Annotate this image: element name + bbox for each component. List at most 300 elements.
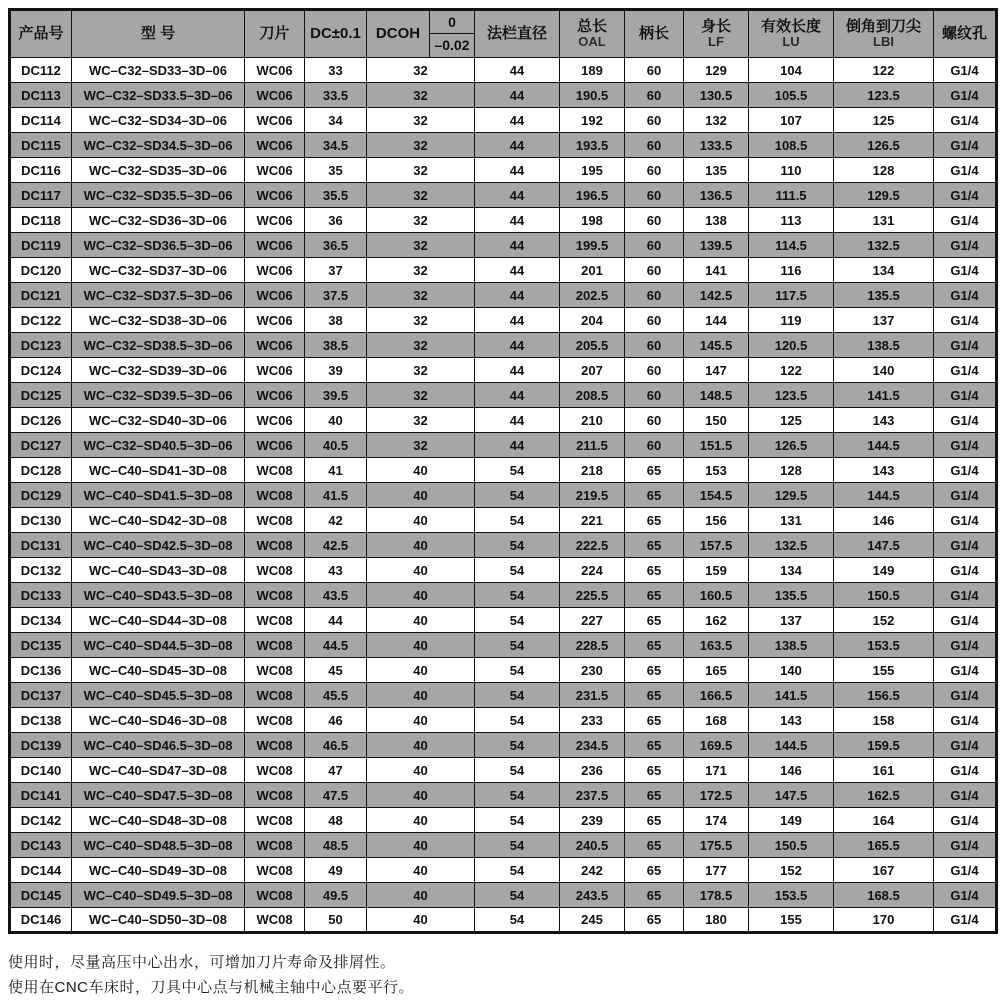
table-row [10,833,997,858]
lu-cell: 117.5 [749,283,834,308]
product-cell: DC141 [10,783,72,808]
dc-cell: 45.5 [305,683,367,708]
dcoh-cell: 40 [367,908,475,933]
dcoh-cell: 40 [367,558,475,583]
lu-cell: 131 [749,508,834,533]
usage-notes [8,950,995,1000]
shank-cell: 60 [625,308,684,333]
dcoh-cell: 40 [367,783,475,808]
oal-cell: 221 [560,508,625,533]
thread-cell: G1/4 [934,433,997,458]
note-line-1: 使用时，尽量高压中心出水，可增加刀片寿命及排屑性。 [8,954,396,971]
lu-cell: 135.5 [749,583,834,608]
model-cell: WC–C40–SD41–3D–08 [72,458,245,483]
product-cell: DC115 [10,133,72,158]
oal-cell: 245 [560,908,625,933]
dcoh-cell: 40 [367,633,475,658]
table-row [10,608,997,633]
product-cell: DC122 [10,308,72,333]
thread-cell: G1/4 [934,158,997,183]
product-cell: DC117 [10,183,72,208]
lf-cell: 180 [684,908,749,933]
table-row [10,683,997,708]
header-thread-hole: 螺纹孔 [934,10,997,58]
lf-cell: 166.5 [684,683,749,708]
thread-cell: G1/4 [934,583,997,608]
shank-cell: 65 [625,633,684,658]
lu-cell: 128 [749,458,834,483]
model-cell: WC–C40–SD43.5–3D–08 [72,583,245,608]
flange-cell: 44 [475,283,560,308]
insert-cell: WC06 [245,183,305,208]
lf-cell: 160.5 [684,583,749,608]
oal-cell: 189 [560,58,625,83]
oal-cell: 237.5 [560,783,625,808]
table-row [10,708,997,733]
lu-cell: 152 [749,858,834,883]
dc-cell: 40.5 [305,433,367,458]
lbi-cell: 126.5 [834,133,934,158]
flange-cell: 44 [475,83,560,108]
header-product-number: 产品号 [10,10,72,58]
thread-cell: G1/4 [934,333,997,358]
table-row [10,908,997,933]
oal-cell: 195 [560,158,625,183]
lf-cell: 147 [684,358,749,383]
header-flange-diameter: 法栏直径 [475,10,560,58]
lf-cell: 165 [684,658,749,683]
product-cell: DC144 [10,858,72,883]
product-cell: DC126 [10,408,72,433]
product-cell: DC146 [10,908,72,933]
shank-cell: 60 [625,58,684,83]
product-cell: DC139 [10,733,72,758]
shank-cell: 65 [625,708,684,733]
dc-cell: 44.5 [305,633,367,658]
lu-cell: 147.5 [749,783,834,808]
lf-cell: 159 [684,558,749,583]
oal-cell: 233 [560,708,625,733]
product-cell: DC136 [10,658,72,683]
oal-cell: 207 [560,358,625,383]
shank-cell: 65 [625,833,684,858]
insert-cell: WC08 [245,783,305,808]
dcoh-cell: 40 [367,608,475,633]
oal-cell: 211.5 [560,433,625,458]
oal-cell: 228.5 [560,633,625,658]
dcoh-cell: 40 [367,658,475,683]
model-cell: WC–C32–SD39.5–3D–06 [72,383,245,408]
lu-cell: 105.5 [749,83,834,108]
dc-cell: 41 [305,458,367,483]
lbi-cell: 167 [834,858,934,883]
insert-cell: WC08 [245,458,305,483]
product-cell: DC116 [10,158,72,183]
thread-cell: G1/4 [934,608,997,633]
lbi-cell: 125 [834,108,934,133]
shank-cell: 60 [625,83,684,108]
lf-cell: 172.5 [684,783,749,808]
flange-cell: 54 [475,708,560,733]
model-cell: WC–C32–SD37–3D–06 [72,258,245,283]
dc-cell: 45 [305,658,367,683]
shank-cell: 60 [625,408,684,433]
dc-cell: 49 [305,858,367,883]
shank-cell: 60 [625,383,684,408]
dcoh-cell: 40 [367,733,475,758]
insert-cell: WC08 [245,708,305,733]
model-cell: WC–C40–SD49.5–3D–08 [72,883,245,908]
table-row [10,883,997,908]
lbi-cell: 156.5 [834,683,934,708]
product-cell: DC129 [10,483,72,508]
dcoh-cell: 40 [367,858,475,883]
dc-cell: 36.5 [305,233,367,258]
product-cell: DC134 [10,608,72,633]
dcoh-cell: 40 [367,708,475,733]
dcoh-cell: 32 [367,133,475,158]
dcoh-cell: 40 [367,883,475,908]
model-cell: WC–C40–SD43–3D–08 [72,558,245,583]
table-row [10,533,997,558]
header-chamfer-to-tip-cn: 倒角到刀尖 [845,17,921,35]
model-cell: WC–C32–SD35–3D–06 [72,158,245,183]
thread-cell: G1/4 [934,183,997,208]
dc-cell: 38 [305,308,367,333]
lu-cell: 129.5 [749,483,834,508]
note-line-2: 使用在CNC车床时，刀具中心点与机械主轴中心点要平行。 [8,979,415,996]
flange-cell: 54 [475,908,560,933]
table-row [10,83,997,108]
lf-cell: 171 [684,758,749,783]
dc-cell: 46.5 [305,733,367,758]
lf-cell: 132 [684,108,749,133]
insert-cell: WC08 [245,583,305,608]
lu-cell: 132.5 [749,533,834,558]
lu-cell: 144.5 [749,733,834,758]
insert-cell: WC06 [245,133,305,158]
header-dc-tolerance: DC±0.1 [305,10,367,58]
table-row [10,158,997,183]
lf-cell: 136.5 [684,183,749,208]
insert-cell: WC08 [245,883,305,908]
thread-cell: G1/4 [934,283,997,308]
table-row [10,808,997,833]
dcoh-cell: 32 [367,333,475,358]
dc-cell: 48.5 [305,833,367,858]
dc-cell: 34.5 [305,133,367,158]
flange-cell: 54 [475,533,560,558]
oal-cell: 236 [560,758,625,783]
model-cell: WC–C32–SD38–3D–06 [72,308,245,333]
lf-cell: 130.5 [684,83,749,108]
lbi-cell: 129.5 [834,183,934,208]
product-cell: DC120 [10,258,72,283]
lbi-cell: 144.5 [834,483,934,508]
insert-cell: WC08 [245,733,305,758]
dc-cell: 39.5 [305,383,367,408]
table-row [10,658,997,683]
dc-cell: 35 [305,158,367,183]
insert-cell: WC06 [245,108,305,133]
model-cell: WC–C40–SD46.5–3D–08 [72,733,245,758]
thread-cell: G1/4 [934,58,997,83]
lf-cell: 175.5 [684,833,749,858]
table-row [10,758,997,783]
shank-cell: 60 [625,333,684,358]
flange-cell: 54 [475,583,560,608]
lu-cell: 143 [749,708,834,733]
shank-cell: 65 [625,458,684,483]
product-cell: DC135 [10,633,72,658]
lbi-cell: 155 [834,658,934,683]
lu-cell: 141.5 [749,683,834,708]
flange-cell: 44 [475,58,560,83]
flange-cell: 54 [475,858,560,883]
dcoh-cell: 32 [367,158,475,183]
thread-cell: G1/4 [934,758,997,783]
oal-cell: 204 [560,308,625,333]
dcoh-cell: 32 [367,108,475,133]
lf-cell: 168 [684,708,749,733]
model-cell: WC–C40–SD47.5–3D–08 [72,783,245,808]
shank-cell: 65 [625,608,684,633]
lf-cell: 162 [684,608,749,633]
insert-cell: WC08 [245,808,305,833]
lf-cell: 150 [684,408,749,433]
model-cell: WC–C40–SD50–3D–08 [72,908,245,933]
shank-cell: 65 [625,558,684,583]
header-model: 型 号 [72,10,245,58]
flange-cell: 44 [475,183,560,208]
product-cell: DC112 [10,58,72,83]
flange-cell: 44 [475,133,560,158]
dcoh-cell: 32 [367,283,475,308]
dc-cell: 43 [305,558,367,583]
shank-cell: 65 [625,733,684,758]
dcoh-cell: 40 [367,508,475,533]
header-effective-length-cn: 有效长度 [760,17,821,35]
thread-cell: G1/4 [934,233,997,258]
flange-cell: 54 [475,883,560,908]
flange-cell: 44 [475,108,560,133]
product-cell: DC143 [10,833,72,858]
oal-cell: 208.5 [560,383,625,408]
shank-cell: 60 [625,208,684,233]
table-row [10,233,997,258]
dc-cell: 49.5 [305,883,367,908]
lbi-cell: 135.5 [834,283,934,308]
lu-cell: 104 [749,58,834,83]
header-body-length-cn: 身长 [700,17,731,35]
insert-cell: WC08 [245,558,305,583]
model-cell: WC–C32–SD34–3D–06 [72,108,245,133]
table-row [10,308,997,333]
shank-cell: 65 [625,533,684,558]
insert-cell: WC06 [245,158,305,183]
insert-cell: WC08 [245,858,305,883]
flange-cell: 54 [475,608,560,633]
dcoh-cell: 32 [367,83,475,108]
lu-cell: 146 [749,758,834,783]
table-header [10,10,997,58]
model-cell: WC–C32–SD33–3D–06 [72,58,245,83]
thread-cell: G1/4 [934,883,997,908]
thread-cell: G1/4 [934,733,997,758]
shank-cell: 65 [625,808,684,833]
lu-cell: 111.5 [749,183,834,208]
insert-cell: WC06 [245,433,305,458]
table-row [10,858,997,883]
dcoh-cell: 40 [367,833,475,858]
lbi-cell: 165.5 [834,833,934,858]
header-shank-length: 柄长 [625,10,684,58]
table-body [10,58,997,933]
oal-cell: 190.5 [560,83,625,108]
insert-cell: WC08 [245,908,305,933]
lbi-cell: 153.5 [834,633,934,658]
dc-cell: 42 [305,508,367,533]
oal-cell: 239 [560,808,625,833]
table-row [10,408,997,433]
lu-cell: 155 [749,908,834,933]
thread-cell: G1/4 [934,533,997,558]
lu-cell: 108.5 [749,133,834,158]
dc-cell: 35.5 [305,183,367,208]
lbi-cell: 143 [834,458,934,483]
table-row [10,583,997,608]
oal-cell: 222.5 [560,533,625,558]
dcoh-cell: 40 [367,483,475,508]
flange-cell: 54 [475,808,560,833]
thread-cell: G1/4 [934,658,997,683]
flange-cell: 44 [475,383,560,408]
lbi-cell: 149 [834,558,934,583]
dcoh-cell: 40 [367,583,475,608]
insert-cell: WC06 [245,308,305,333]
lf-cell: 142.5 [684,283,749,308]
insert-cell: WC08 [245,483,305,508]
dcoh-cell: 32 [367,183,475,208]
table-row [10,58,997,83]
table-row [10,558,997,583]
lbi-cell: 140 [834,358,934,383]
lf-cell: 139.5 [684,233,749,258]
flange-cell: 54 [475,558,560,583]
insert-cell: WC08 [245,633,305,658]
insert-cell: WC08 [245,683,305,708]
lbi-cell: 143 [834,408,934,433]
lf-cell: 156 [684,508,749,533]
model-cell: WC–C32–SD40.5–3D–06 [72,433,245,458]
dcoh-cell: 40 [367,683,475,708]
dc-cell: 47 [305,758,367,783]
flange-cell: 44 [475,258,560,283]
insert-cell: WC06 [245,358,305,383]
thread-cell: G1/4 [934,808,997,833]
shank-cell: 60 [625,233,684,258]
shank-cell: 60 [625,108,684,133]
flange-cell: 54 [475,683,560,708]
thread-cell: G1/4 [934,383,997,408]
lf-cell: 177 [684,858,749,883]
shank-cell: 65 [625,858,684,883]
model-cell: WC–C40–SD45.5–3D–08 [72,683,245,708]
lbi-cell: 122 [834,58,934,83]
product-cell: DC131 [10,533,72,558]
lf-cell: 169.5 [684,733,749,758]
oal-cell: 240.5 [560,833,625,858]
flange-cell: 54 [475,508,560,533]
lbi-cell: 138.5 [834,333,934,358]
product-cell: DC125 [10,383,72,408]
lbi-cell: 128 [834,158,934,183]
product-spec-table [8,8,998,934]
model-cell: WC–C40–SD47–3D–08 [72,758,245,783]
insert-cell: WC06 [245,58,305,83]
flange-cell: 44 [475,308,560,333]
table-row [10,333,997,358]
dc-cell: 44 [305,608,367,633]
thread-cell: G1/4 [934,133,997,158]
shank-cell: 60 [625,283,684,308]
table-row [10,258,997,283]
lf-cell: 141 [684,258,749,283]
product-cell: DC140 [10,758,72,783]
thread-cell: G1/4 [934,358,997,383]
oal-cell: 205.5 [560,333,625,358]
header-insert: 刀片 [245,10,305,58]
shank-cell: 60 [625,158,684,183]
shank-cell: 65 [625,483,684,508]
insert-cell: WC08 [245,833,305,858]
product-cell: DC130 [10,508,72,533]
thread-cell: G1/4 [934,308,997,333]
lu-cell: 150.5 [749,833,834,858]
product-cell: DC113 [10,83,72,108]
oal-cell: 242 [560,858,625,883]
dcoh-cell: 32 [367,358,475,383]
model-cell: WC–C32–SD40–3D–06 [72,408,245,433]
oal-cell: 196.5 [560,183,625,208]
oal-cell: 218 [560,458,625,483]
header-overall-length [560,10,625,58]
model-cell: WC–C32–SD36.5–3D–06 [72,233,245,258]
model-cell: WC–C40–SD46–3D–08 [72,708,245,733]
thread-cell: G1/4 [934,833,997,858]
dc-cell: 38.5 [305,333,367,358]
insert-cell: WC06 [245,83,305,108]
lbi-cell: 162.5 [834,783,934,808]
lbi-cell: 141.5 [834,383,934,408]
oal-cell: 227 [560,608,625,633]
lbi-cell: 161 [834,758,934,783]
lu-cell: 120.5 [749,333,834,358]
insert-cell: WC08 [245,608,305,633]
table-row [10,458,997,483]
header-chamfer-to-tip-en: LBI [873,34,894,50]
insert-cell: WC06 [245,408,305,433]
lf-cell: 133.5 [684,133,749,158]
lu-cell: 114.5 [749,233,834,258]
table-row [10,483,997,508]
thread-cell: G1/4 [934,908,997,933]
lbi-cell: 123.5 [834,83,934,108]
lbi-cell: 168.5 [834,883,934,908]
lf-cell: 135 [684,158,749,183]
shank-cell: 65 [625,908,684,933]
lbi-cell: 158 [834,708,934,733]
